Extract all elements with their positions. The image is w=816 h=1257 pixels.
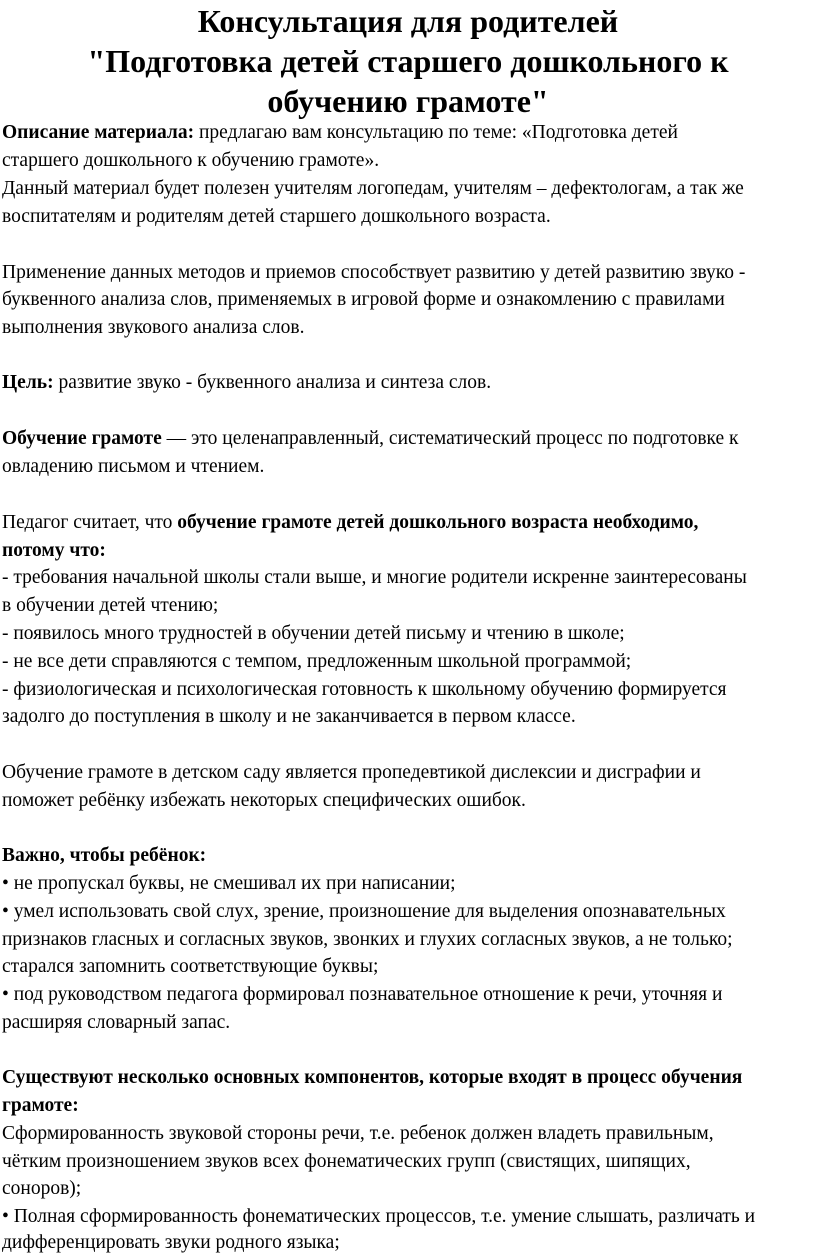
components-line: чётким произношением звуков всех фонематических групп (свистящих, шипящих, xyxy=(2,1151,691,1172)
propaedeutics-line-1: Обучение грамоте в детском саду является пропедевтикой дислексии и дисграфии и xyxy=(2,762,701,783)
description-text: предлагаю вам консультацию по теме: «Подготовка детей xyxy=(194,122,678,143)
reason-line: - не все дети справляются с темпом, предложенным школьной программой; xyxy=(2,651,632,672)
components-heading-line-1 xyxy=(2,1066,742,1090)
components-heading-text-1: Существуют несколько основных компонентов, которые входят в процесс обучения xyxy=(2,1067,743,1088)
reason-line: - требования начальной школы стали выше, и многие родители искренне заинтересованы xyxy=(2,567,747,588)
teacher-line-2 xyxy=(2,539,106,563)
components-line: • Полная сформированность фонематических процессов, т.е. умение слышать, различать и xyxy=(2,1206,756,1227)
application-line-3: выполнения звукового анализа слов. xyxy=(2,317,305,338)
description-line-3: Данный материал будет полезен учителям логопедам, учителям – дефектологам, а так же xyxy=(2,178,744,199)
goal-line xyxy=(2,371,491,395)
description-label: Описание материала: xyxy=(2,122,195,143)
goal-label: Цель: xyxy=(2,372,54,393)
description-line-1 xyxy=(2,121,678,145)
important-line: • не пропускал буквы, не смешивал их при написании; xyxy=(2,873,456,894)
components-line: дифференцировать звуки родного языка; xyxy=(2,1232,340,1253)
propaedeutics-line-2: поможет ребёнку избежать некоторых специфических ошибок. xyxy=(2,790,526,811)
teacher-line-1 xyxy=(2,511,698,535)
document-title-line-3: обучению грамоте" xyxy=(267,83,549,119)
reason-line: - физиологическая и психологическая готовность к школьному обучению формируется xyxy=(2,679,727,700)
reason-line: задолго до поступления в школу и не заканчивается в первом классе. xyxy=(2,706,576,727)
important-line: расширяя словарный запас. xyxy=(2,1012,231,1033)
teacher-prefix: Педагог считает, что xyxy=(2,512,178,533)
literacy-label: Обучение грамоте xyxy=(2,428,162,449)
document-title-line-1: Консультация для родителей xyxy=(197,3,619,39)
teacher-bold-1: обучение грамоте детей дошкольного возраста необходимо, xyxy=(177,512,699,533)
important-line: старался запомнить соответствующие буквы; xyxy=(2,956,379,977)
important-heading xyxy=(2,844,206,868)
description-line-2: старшего дошкольного к обучению грамоте». xyxy=(2,150,380,171)
goal-text: развитие звуко - буквенного анализа и синтеза слов. xyxy=(53,372,492,393)
literacy-text: — это целенаправленный, систематический процесс по подготовке к xyxy=(161,428,739,449)
components-heading-line-2 xyxy=(2,1094,79,1118)
application-line-1: Применение данных методов и приемов способствует развитию у детей развитию звуко - xyxy=(2,262,746,283)
components-heading-text-2: грамоте: xyxy=(2,1095,79,1116)
components-line: Сформированность звуковой стороны речи, т.е. ребенок должен владеть правильным, xyxy=(2,1123,714,1144)
application-line-2: буквенного анализа слов, применяемых в игровой форме и ознакомлению с правилами xyxy=(2,289,725,310)
important-line: • под руководством педагога формировал познавательное отношение к речи, уточняя и xyxy=(2,984,723,1005)
literacy-line-1 xyxy=(2,427,739,451)
important-line: признаков гласных и согласных звуков, звонких и глухих согласных звуков, а не только; xyxy=(2,929,733,950)
literacy-line-2: овладению письмом и чтением. xyxy=(2,456,265,477)
reason-line: - появилось много трудностей в обучении детей письму и чтению в школе; xyxy=(2,623,625,644)
important-line: • умел использовать свой слух, зрение, произношение для выделения опознавательных xyxy=(2,901,726,922)
description-line-4: воспитателям и родителям детей старшего дошкольного возраста. xyxy=(2,206,551,227)
reason-line: в обучении детей чтению; xyxy=(2,595,219,616)
components-line: соноров); xyxy=(2,1178,82,1199)
document-title-line-2: "Подготовка детей старшего дошкольного к xyxy=(87,43,729,79)
important-heading-text: Важно, чтобы ребёнок: xyxy=(2,845,207,866)
teacher-bold-2: потому что: xyxy=(2,540,106,561)
